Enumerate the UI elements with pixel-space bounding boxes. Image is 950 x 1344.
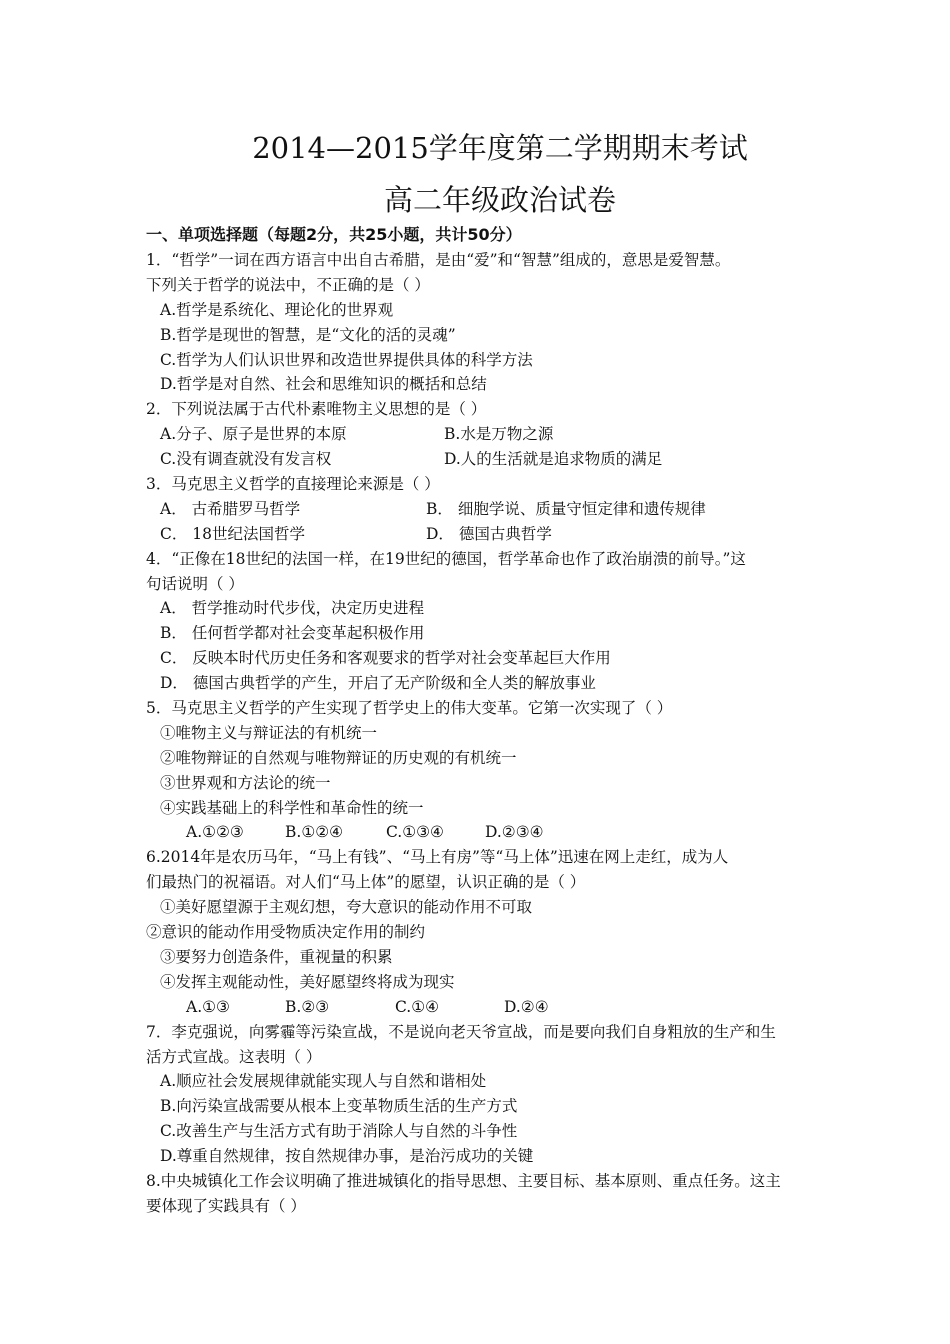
question-2-option-a: A.分子、原子是世界的本原 — [160, 425, 347, 444]
question-5-statement-3: ③世界观和方法论的统一 — [160, 773, 331, 792]
question-7-stem-cont: 活方式宣战。这表明（ ） — [146, 1047, 322, 1066]
question-7-option-c: C.改善生产与生活方式有助于消除人与自然的斗争性 — [160, 1122, 518, 1141]
question-4-stem-cont: 句话说明（ ） — [146, 574, 244, 593]
question-5-statement-1: ①唯物主义与辩证法的有机统一 — [160, 723, 378, 742]
question-3-stem: 3．马克思主义哲学的直接理论来源是（ ） — [146, 475, 440, 494]
question-7-option-a: A.顺应社会发展规律就能实现人与自然和谐相处 — [160, 1072, 487, 1091]
question-6-option-c: C.①④ — [395, 997, 440, 1016]
question-6-option-d: D.②④ — [504, 997, 549, 1016]
section-heading: 一、单项选择题（每题2分，共25小题，共计50分） — [146, 225, 522, 244]
question-1-option-b: B.哲学是现世的智慧，是“文化的活的灵魂” — [160, 325, 456, 344]
question-1-option-c: C.哲学为人们认识世界和改造世界提供具体的科学方法 — [160, 350, 533, 369]
question-7-option-b: B.向污染宣战需要从根本上变革物质生活的生产方式 — [160, 1097, 518, 1116]
question-6-option-b: B.②③ — [285, 997, 330, 1016]
question-2-option-c: C.没有调查就没有发言权 — [160, 450, 332, 469]
question-5-stem: 5．马克思主义哲学的产生实现了哲学史上的伟大变革。它第一次实现了（ ） — [146, 699, 673, 718]
question-7-stem: 7．李克强说，向雾霾等污染宣战，不是说向老天爷宣战，而是要向我们自身粗放的生产和生 — [146, 1022, 776, 1041]
question-6-statement-4: ④发挥主观能动性，美好愿望终将成为现实 — [160, 972, 455, 991]
question-7-option-d: D.尊重自然规律，按自然规律办事，是治污成功的关键 — [160, 1147, 534, 1166]
question-6-option-a: A.①③ — [186, 997, 230, 1016]
question-6-statement-2: ②意识的能动作用受物质决定作用的制约 — [146, 923, 426, 942]
question-2-options-row-2 — [146, 447, 816, 472]
question-4-option-d: D． 德国古典哲学的产生，开启了无产阶级和全人类的解放事业 — [160, 674, 596, 693]
question-5-statement-2: ②唯物辩证的自然观与唯物辩证的历史观的有机统一 — [160, 748, 517, 767]
question-8-stem: 8.中央城镇化工作会议明确了推进城镇化的指导思想、主要目标、基本原则、重点任务。这主 — [146, 1171, 781, 1190]
question-2-options-row-1 — [146, 422, 816, 447]
question-1-stem: 1．“哲学”一词在西方语言中出自古希腊，是由“爱”和“智慧”组成的，意思是爱智慧。 — [146, 251, 731, 269]
question-4-option-b: B． 任何哲学都对社会变革起积极作用 — [160, 624, 425, 643]
question-3-option-d: D． 德国古典哲学 — [426, 524, 552, 543]
question-6-statement-1: ①美好愿望源于主观幻想，夸大意识的能动作用不可取 — [160, 898, 533, 917]
question-3-options-row-2 — [146, 522, 816, 547]
question-5-option-d: D.②③④ — [485, 823, 544, 842]
question-2-stem: 2．下列说法属于古代朴素唯物主义思想的是（ ） — [146, 400, 487, 419]
question-2-option-b: B.水是万物之源 — [444, 425, 554, 444]
question-5-options — [146, 820, 816, 845]
question-3-options-row-1 — [146, 497, 816, 522]
question-5-statement-4: ④实践基础上的科学性和革命性的统一 — [160, 798, 424, 817]
question-6-statement-3: ③要努力创造条件，重视量的积累 — [160, 947, 393, 966]
question-3-option-b: B． 细胞学说、质量守恒定律和遗传规律 — [426, 499, 706, 518]
question-3-option-a: A． 古希腊罗马哲学 — [160, 499, 301, 518]
question-3-option-c: C． 18世纪法国哲学 — [160, 524, 306, 543]
question-6-stem-cont: 们最热门的祝福语。对人们“马上体”的愿望，认识正确的是（ ） — [146, 873, 586, 892]
question-1-stem-cont: 下列关于哲学的说法中，不正确的是（ ） — [146, 275, 430, 294]
question-list — [146, 248, 816, 1219]
question-2-option-d: D.人的生活就是追求物质的满足 — [444, 450, 663, 469]
exam-subtitle: 高二年级政治试卷 — [383, 183, 616, 217]
question-6-options — [146, 995, 816, 1020]
question-5-option-c: C.①③④ — [386, 823, 444, 842]
question-1-option-d: D.哲学是对自然、社会和思维知识的概括和总结 — [160, 375, 487, 394]
exam-title: 2014—2015学年度第二学期期末考试 — [252, 131, 748, 165]
question-4-option-a: A． 哲学推动时代步伐，决定历史进程 — [160, 599, 425, 618]
question-5-option-b: B.①②④ — [285, 823, 344, 842]
question-6-stem: 6.2014年是农历马年，“马上有钱”、“马上有房”等“马上体”迅速在网上走红，成为人 — [146, 848, 729, 867]
question-1-option-a: A.哲学是系统化、理论化的世界观 — [160, 300, 394, 319]
question-4-option-c: C． 反映本时代历史任务和客观要求的哲学对社会变革起巨大作用 — [160, 649, 611, 668]
question-8-stem-cont: 要体现了实践具有（ ） — [146, 1196, 306, 1215]
question-5-option-a: A.①②③ — [186, 823, 244, 842]
question-4-stem: 4．“正像在18世纪的法国一样，在19世纪的德国，哲学革命也作了政治崩溃的前导。”这 — [146, 549, 746, 568]
